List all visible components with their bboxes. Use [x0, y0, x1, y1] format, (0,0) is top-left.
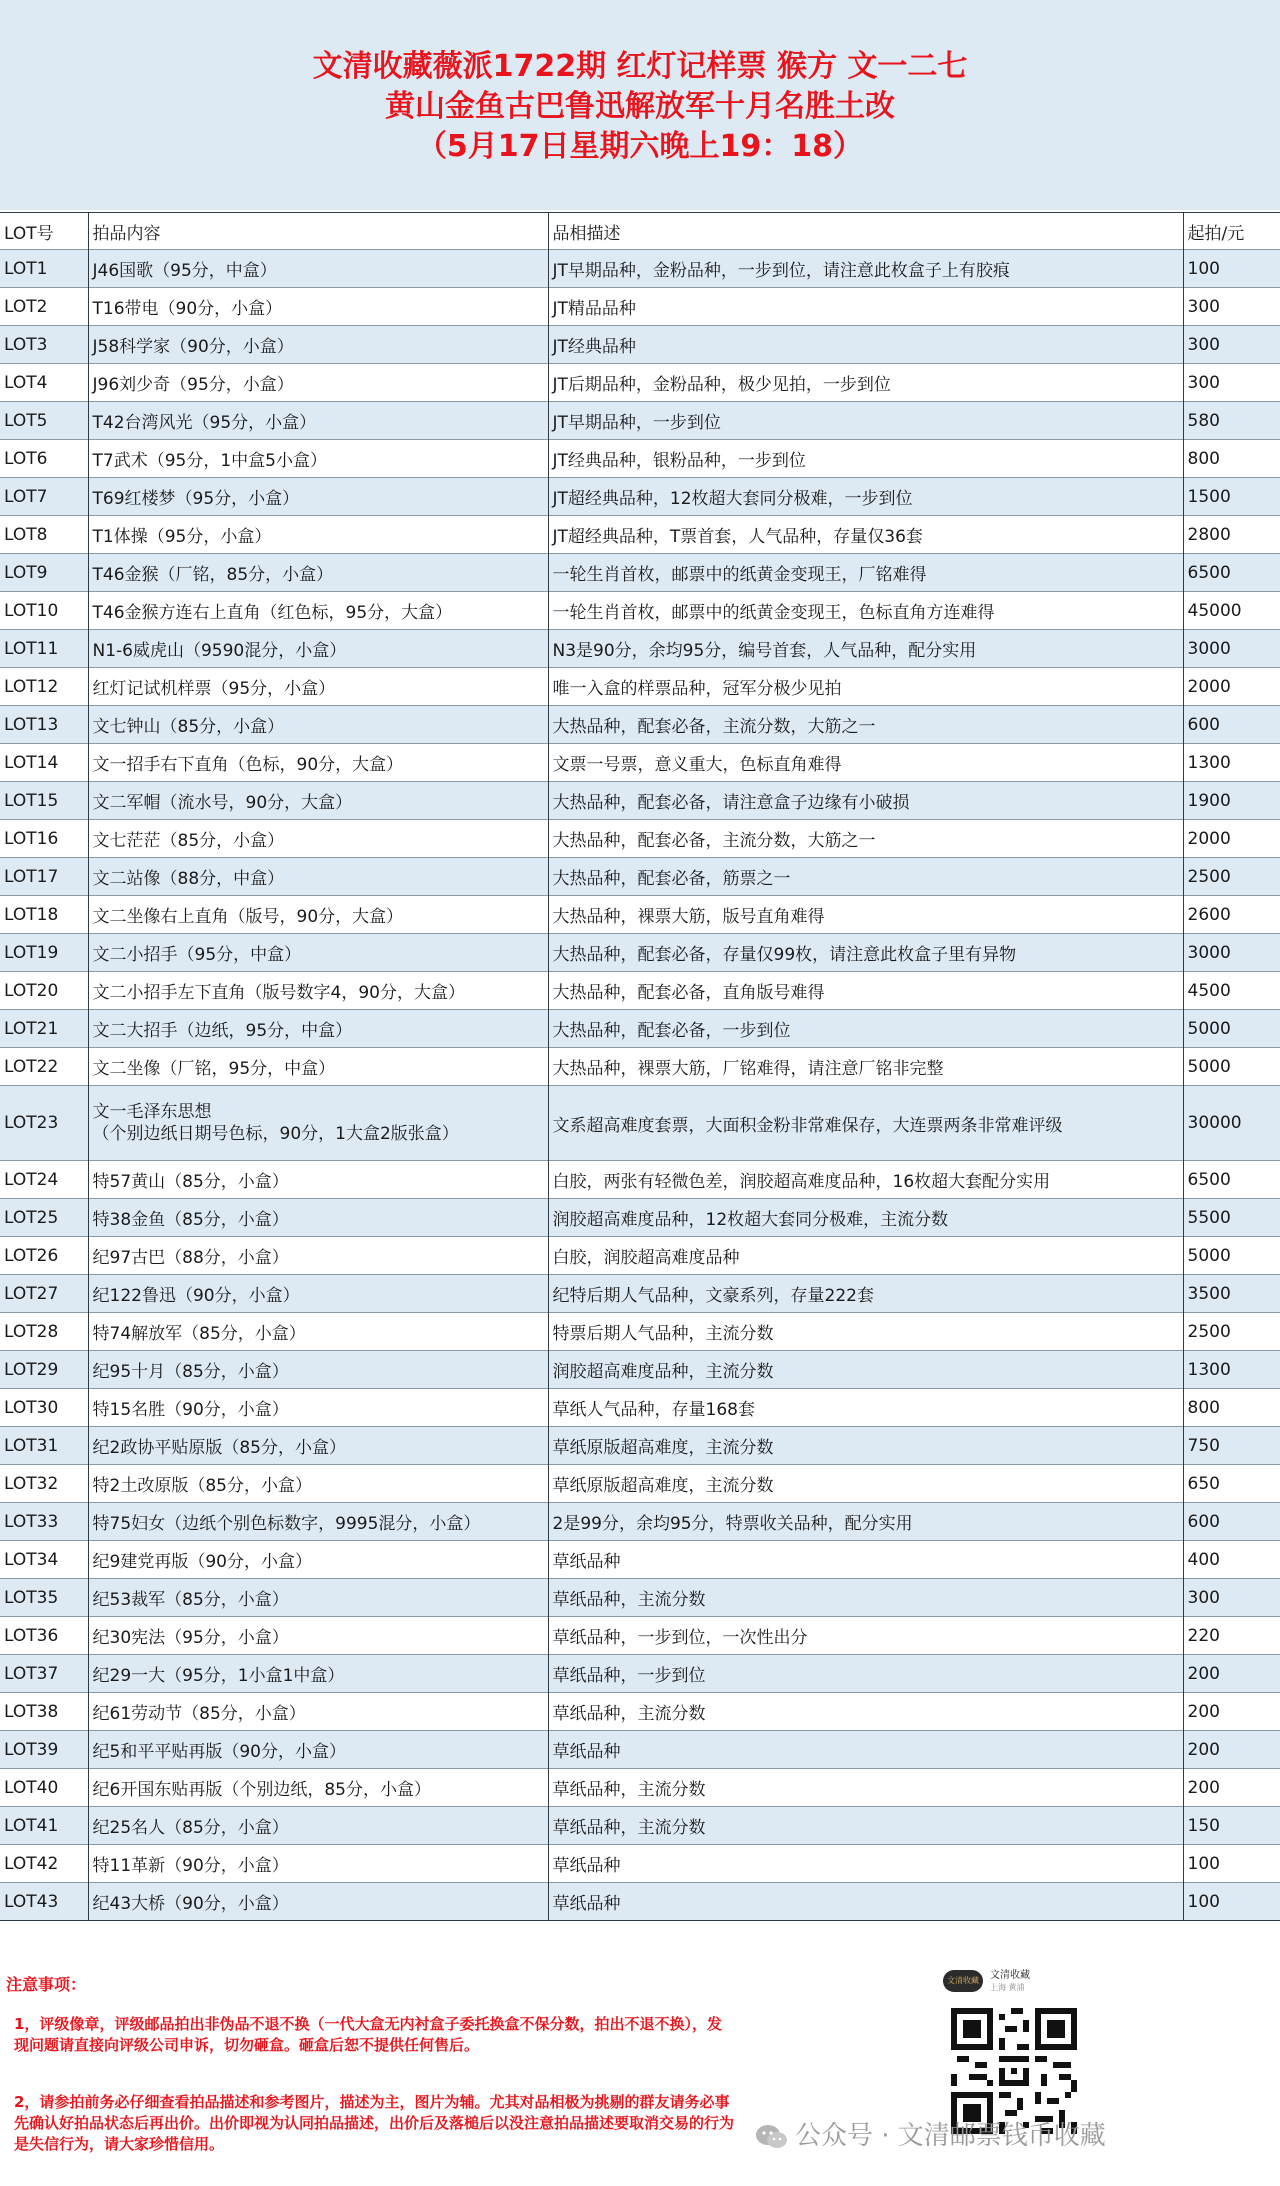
table-row [0, 250, 1280, 288]
brand-logo: 文清收藏 [943, 1970, 983, 1992]
lot-number: LOT15 [0, 782, 88, 820]
lot-start-price: 30000 [1183, 1086, 1280, 1161]
lot-content: T46金猴方连右上直角（红色标，95分，大盒） [88, 592, 548, 630]
lot-start-price: 6500 [1183, 1161, 1280, 1199]
lot-content: J46国歌（95分，中盒） [88, 250, 548, 288]
lot-start-price: 200 [1183, 1693, 1280, 1731]
table-row [0, 516, 1280, 554]
lot-content: 特38金鱼（85分，小盒） [88, 1199, 548, 1237]
lot-content: 文二小招手（95分，中盒） [88, 934, 548, 972]
lot-description: 大热品种，配套必备，存量仅99枚，请注意此枚盒子里有异物 [548, 934, 1183, 972]
lot-content: 纪53裁军（85分，小盒） [88, 1579, 548, 1617]
lot-start-price: 650 [1183, 1465, 1280, 1503]
lot-content: 纪2政协平贴原版（85分，小盒） [88, 1427, 548, 1465]
lot-number: LOT6 [0, 440, 88, 478]
lot-start-price: 750 [1183, 1427, 1280, 1465]
lot-description: N3是90分，余均95分，编号首套，人气品种，配分实用 [548, 630, 1183, 668]
lot-content [88, 1086, 548, 1161]
table-row [0, 1617, 1280, 1655]
lot-number: LOT33 [0, 1503, 88, 1541]
lot-content: 纪25名人（85分，小盒） [88, 1807, 548, 1845]
lot-description: JT超经典品种，T票首套，人气品种，存量仅36套 [548, 516, 1183, 554]
lot-content: 红灯记试机样票（95分，小盒） [88, 668, 548, 706]
table-row [0, 326, 1280, 364]
lot-number: LOT4 [0, 364, 88, 402]
lot-number: LOT28 [0, 1313, 88, 1351]
lot-description: 草纸品种，主流分数 [548, 1769, 1183, 1807]
lot-start-price: 2800 [1183, 516, 1280, 554]
column-header-lot: LOT号 [0, 213, 88, 250]
column-header-price: 起拍/元 [1183, 213, 1280, 250]
lot-start-price: 800 [1183, 1389, 1280, 1427]
lot-content: 特11革新（90分，小盒） [88, 1845, 548, 1883]
qr-account-name: 文清收藏 [990, 1970, 1030, 1981]
lot-start-price: 580 [1183, 402, 1280, 440]
lot-content-line: （个别边纸日期号色标，90分，1大盒2版张盒） [92, 1124, 459, 1144]
lot-number: LOT22 [0, 1048, 88, 1086]
lot-table [0, 212, 1280, 1921]
lot-number: LOT12 [0, 668, 88, 706]
lot-number: LOT20 [0, 972, 88, 1010]
lot-content: J58科学家（90分，小盒） [88, 326, 548, 364]
table-row [0, 782, 1280, 820]
lot-content-line: 文一毛泽东思想 [92, 1102, 212, 1122]
table-row [0, 1351, 1280, 1389]
lot-number: LOT43 [0, 1883, 88, 1921]
lot-description: 特票后期人气品种，主流分数 [548, 1313, 1183, 1351]
lot-start-price: 300 [1183, 326, 1280, 364]
lot-description: 草纸品种 [548, 1541, 1183, 1579]
lot-content: 纪29一大（95分，1小盒1中盒） [88, 1655, 548, 1693]
lot-start-price: 300 [1183, 1579, 1280, 1617]
table-row [0, 1313, 1280, 1351]
lot-start-price: 200 [1183, 1731, 1280, 1769]
table-row [0, 554, 1280, 592]
lot-number: LOT38 [0, 1693, 88, 1731]
lot-start-price: 3500 [1183, 1275, 1280, 1313]
lot-number: LOT9 [0, 554, 88, 592]
table-row [0, 478, 1280, 516]
table-row [0, 1883, 1280, 1921]
lot-start-price: 800 [1183, 440, 1280, 478]
lot-start-price: 100 [1183, 1883, 1280, 1921]
table-row [0, 402, 1280, 440]
lot-content: 特57黄山（85分，小盒） [88, 1161, 548, 1199]
lot-content: 纪97古巴（88分，小盒） [88, 1237, 548, 1275]
lot-description: 草纸品种，主流分数 [548, 1693, 1183, 1731]
lot-content: T16带电（90分，小盒） [88, 288, 548, 326]
table-row [0, 1199, 1280, 1237]
table-row [0, 592, 1280, 630]
lot-number: LOT16 [0, 820, 88, 858]
lot-number: LOT7 [0, 478, 88, 516]
lot-number: LOT18 [0, 896, 88, 934]
lot-content: 特15名胜（90分，小盒） [88, 1389, 548, 1427]
lot-description: 草纸品种，一步到位 [548, 1655, 1183, 1693]
lot-number: LOT29 [0, 1351, 88, 1389]
lot-start-price: 100 [1183, 1845, 1280, 1883]
lot-content: 文二坐像（厂铭，95分，中盒） [88, 1048, 548, 1086]
lot-description: 润胶超高难度品种，12枚超大套同分极难，主流分数 [548, 1199, 1183, 1237]
lot-content: J96刘少奇（95分，小盒） [88, 364, 548, 402]
lot-number: LOT1 [0, 250, 88, 288]
table-row [0, 440, 1280, 478]
notes-title: 注意事项： [6, 1975, 87, 1994]
table-row [0, 706, 1280, 744]
lot-number: LOT30 [0, 1389, 88, 1427]
lot-description: 文票一号票，意义重大，色标直角难得 [548, 744, 1183, 782]
lot-content: 文七茫茫（85分，小盒） [88, 820, 548, 858]
lot-number: LOT31 [0, 1427, 88, 1465]
lot-number: LOT40 [0, 1769, 88, 1807]
lot-description: 一轮生肖首枚，邮票中的纸黄金变现王，厂铭难得 [548, 554, 1183, 592]
qr-card [935, 1962, 1135, 2132]
lot-content: N1-6威虎山（9590混分，小盒） [88, 630, 548, 668]
table-row [0, 1845, 1280, 1883]
qr-account-location: 上海 黄浦 [990, 1983, 1025, 1992]
lot-description: JT早期品种，金粉品种，一步到位，请注意此枚盒子上有胶痕 [548, 250, 1183, 288]
lot-start-price: 200 [1183, 1655, 1280, 1693]
table-row [0, 1465, 1280, 1503]
lot-content: 纪30宪法（95分，小盒） [88, 1617, 548, 1655]
lot-description: 大热品种，配套必备，筋票之一 [548, 858, 1183, 896]
table-row [0, 288, 1280, 326]
lot-description: 草纸品种 [548, 1845, 1183, 1883]
table-row [0, 1389, 1280, 1427]
lot-start-price: 2500 [1183, 1313, 1280, 1351]
lot-description: JT超经典品种，12枚超大套同分极难，一步到位 [548, 478, 1183, 516]
lot-description: 白胶，润胶超高难度品种 [548, 1237, 1183, 1275]
table-row [0, 858, 1280, 896]
lot-start-price: 1900 [1183, 782, 1280, 820]
lot-start-price: 6500 [1183, 554, 1280, 592]
table-row [0, 1048, 1280, 1086]
lot-start-price: 2000 [1183, 820, 1280, 858]
lot-number: LOT23 [0, 1086, 88, 1161]
lot-description: 文系超高难度套票，大面积金粉非常难保存，大连票两条非常难评级 [548, 1086, 1183, 1161]
lot-content: 纪61劳动节（85分，小盒） [88, 1693, 548, 1731]
lot-start-price: 4500 [1183, 972, 1280, 1010]
wechat-icon [755, 2123, 789, 2151]
auction-time: （5月17日星期六晚上19：18） [416, 129, 864, 164]
table-row [0, 896, 1280, 934]
lot-number: LOT10 [0, 592, 88, 630]
table-row [0, 1010, 1280, 1048]
lot-start-price: 400 [1183, 1541, 1280, 1579]
lot-number: LOT13 [0, 706, 88, 744]
lot-description: 草纸品种，一步到位，一次性出分 [548, 1617, 1183, 1655]
lot-description: 大热品种，裸票大筋，版号直角难得 [548, 896, 1183, 934]
lot-content: T1体操（95分，小盒） [88, 516, 548, 554]
lot-number: LOT27 [0, 1275, 88, 1313]
lot-start-price: 1300 [1183, 744, 1280, 782]
lot-start-price: 2500 [1183, 858, 1280, 896]
lot-description: JT后期品种，金粉品种，极少见拍，一步到位 [548, 364, 1183, 402]
lot-start-price: 5000 [1183, 1237, 1280, 1275]
lot-description: 草纸原版超高难度，主流分数 [548, 1465, 1183, 1503]
lot-start-price: 150 [1183, 1807, 1280, 1845]
lot-content: T69红楼梦（95分，小盒） [88, 478, 548, 516]
lot-description: 一轮生肖首枚，邮票中的纸黄金变现王，色标直角方连难得 [548, 592, 1183, 630]
lot-start-price: 2000 [1183, 668, 1280, 706]
lot-description: 纪特后期人气品种，文豪系列，存量222套 [548, 1275, 1183, 1313]
lot-start-price: 45000 [1183, 592, 1280, 630]
lot-start-price: 5000 [1183, 1048, 1280, 1086]
lot-number: LOT35 [0, 1579, 88, 1617]
table-row [0, 1693, 1280, 1731]
lot-start-price: 5500 [1183, 1199, 1280, 1237]
table-row [0, 364, 1280, 402]
table-row [0, 1161, 1280, 1199]
lot-description: 草纸人气品种，存量168套 [548, 1389, 1183, 1427]
lot-start-price: 600 [1183, 706, 1280, 744]
lot-number: LOT5 [0, 402, 88, 440]
lot-description: JT经典品种 [548, 326, 1183, 364]
table-row [0, 820, 1280, 858]
lot-number: LOT34 [0, 1541, 88, 1579]
lot-description: 草纸品种，主流分数 [548, 1807, 1183, 1845]
table-row [0, 1769, 1280, 1807]
table-row [0, 1579, 1280, 1617]
lot-number: LOT26 [0, 1237, 88, 1275]
lot-number: LOT11 [0, 630, 88, 668]
note-item: 1，评级像章，评级邮品拍出非伪品不退不换（一代大盒无内衬盒子委托换盒不保分数，拍出不退不换），发现问题请直接向评级公司申诉，切勿砸盒。砸盒后恕不提供任何售后。 [14, 2015, 722, 2054]
lot-content: T7武术（95分，1中盒5小盒） [88, 440, 548, 478]
lot-description: 草纸品种，主流分数 [548, 1579, 1183, 1617]
lot-description: 大热品种，裸票大筋，厂铭难得，请注意厂铭非完整 [548, 1048, 1183, 1086]
page-subtitle: 黄山金鱼古巴鲁迅解放军十月名胜土改 [385, 89, 895, 124]
table-row [0, 972, 1280, 1010]
lot-start-price: 2600 [1183, 896, 1280, 934]
table-row [0, 1541, 1280, 1579]
watermark-text: 公众号 · 文清邮票钱币收藏 [795, 2121, 1106, 2151]
lot-description: 大热品种，配套必备，主流分数，大筋之一 [548, 706, 1183, 744]
lot-number: LOT39 [0, 1731, 88, 1769]
lot-content: 文一招手右下直角（色标，90分，大盒） [88, 744, 548, 782]
lot-number: LOT14 [0, 744, 88, 782]
note-item: 2，请参拍前务必仔细查看拍品描述和参考图片，描述为主，图片为辅。尤其对品相极为挑剔的群友请务必事先确认好拍品状态后再出价。出价即视为认同拍品描述，出价后及落槌后以没注意拍品描述要取消交易的行为是失信行为，请大家珍惜信用。 [14, 2093, 735, 2153]
lot-number: LOT21 [0, 1010, 88, 1048]
lot-number: LOT41 [0, 1807, 88, 1845]
table-row [0, 630, 1280, 668]
lot-content: 纪95十月（85分，小盒） [88, 1351, 548, 1389]
lot-content: 特2土改原版（85分，小盒） [88, 1465, 548, 1503]
lot-description: 草纸品种 [548, 1731, 1183, 1769]
lot-start-price: 600 [1183, 1503, 1280, 1541]
lot-content: 特75妇女（边纸个别色标数字，9995混分，小盒） [88, 1503, 548, 1541]
table-row [0, 1503, 1280, 1541]
lot-number: LOT25 [0, 1199, 88, 1237]
lot-description: 白胶，两张有轻微色差，润胶超高难度品种，16枚超大套配分实用 [548, 1161, 1183, 1199]
table-row [0, 1275, 1280, 1313]
lot-start-price: 220 [1183, 1617, 1280, 1655]
lot-content: 文二小招手左下直角（版号数字4，90分，大盒） [88, 972, 548, 1010]
lot-description: 大热品种，配套必备，直角版号难得 [548, 972, 1183, 1010]
table-row [0, 668, 1280, 706]
lot-content: 纪9建党再版（90分，小盒） [88, 1541, 548, 1579]
table-row [0, 1807, 1280, 1845]
lot-content: 纪43大桥（90分，小盒） [88, 1883, 548, 1921]
lot-content: 特74解放军（85分，小盒） [88, 1313, 548, 1351]
lot-content: 文二坐像右上直角（版号，90分，大盒） [88, 896, 548, 934]
lot-start-price: 5000 [1183, 1010, 1280, 1048]
lot-number: LOT19 [0, 934, 88, 972]
lot-description: 唯一入盒的样票品种，冠军分极少见拍 [548, 668, 1183, 706]
page-header [0, 0, 1280, 210]
lot-number: LOT8 [0, 516, 88, 554]
lot-start-price: 1500 [1183, 478, 1280, 516]
lot-description: JT精品品种 [548, 288, 1183, 326]
lot-description: JT经典品种，银粉品种，一步到位 [548, 440, 1183, 478]
table-row [0, 744, 1280, 782]
lot-description: 2是99分，余均95分，特票收关品种，配分实用 [548, 1503, 1183, 1541]
lot-number: LOT42 [0, 1845, 88, 1883]
table-header-row [0, 213, 1280, 250]
lot-number: LOT32 [0, 1465, 88, 1503]
table-row [0, 1731, 1280, 1769]
lot-start-price: 300 [1183, 288, 1280, 326]
lot-description: 草纸品种 [548, 1883, 1183, 1921]
lot-number: LOT3 [0, 326, 88, 364]
lot-description: 大热品种，配套必备，主流分数，大筋之一 [548, 820, 1183, 858]
lot-description: 大热品种，配套必备，一步到位 [548, 1010, 1183, 1048]
lot-number: LOT24 [0, 1161, 88, 1199]
lot-start-price: 3000 [1183, 630, 1280, 668]
lot-number: LOT2 [0, 288, 88, 326]
lot-start-price: 100 [1183, 250, 1280, 288]
table-row [0, 1086, 1280, 1161]
lot-content: 纪5和平平贴再版（90分，小盒） [88, 1731, 548, 1769]
lot-content: 文二站像（88分，中盒） [88, 858, 548, 896]
lot-number: LOT37 [0, 1655, 88, 1693]
lot-start-price: 300 [1183, 364, 1280, 402]
lot-description: 润胶超高难度品种，主流分数 [548, 1351, 1183, 1389]
lot-number: LOT36 [0, 1617, 88, 1655]
lot-description: 大热品种，配套必备，请注意盒子边缘有小破损 [548, 782, 1183, 820]
lot-description: JT早期品种，一步到位 [548, 402, 1183, 440]
lot-description: 草纸原版超高难度，主流分数 [548, 1427, 1183, 1465]
lot-content: 纪6开国东贴再版（个别边纸，85分，小盒） [88, 1769, 548, 1807]
table-row [0, 1655, 1280, 1693]
table-row [0, 1427, 1280, 1465]
lot-content: 纪122鲁迅（90分，小盒） [88, 1275, 548, 1313]
column-header-content: 拍品内容 [88, 213, 548, 250]
table-row [0, 934, 1280, 972]
lot-content: T42台湾风光（95分，小盒） [88, 402, 548, 440]
lot-start-price: 3000 [1183, 934, 1280, 972]
page-title: 文清收藏薇派1722期 红灯记样票 猴方 文一二七 [312, 49, 968, 84]
lot-number: LOT17 [0, 858, 88, 896]
lot-content: 文二大招手（边纸，95分，中盒） [88, 1010, 548, 1048]
lot-content: T46金猴（厂铭，85分，小盒） [88, 554, 548, 592]
table-row [0, 1237, 1280, 1275]
lot-start-price: 200 [1183, 1769, 1280, 1807]
watermark [755, 2116, 1275, 2156]
lot-content: 文二军帽（流水号，90分，大盒） [88, 782, 548, 820]
column-header-desc: 品相描述 [548, 213, 1183, 250]
lot-start-price: 1300 [1183, 1351, 1280, 1389]
lot-content: 文七钟山（85分，小盒） [88, 706, 548, 744]
